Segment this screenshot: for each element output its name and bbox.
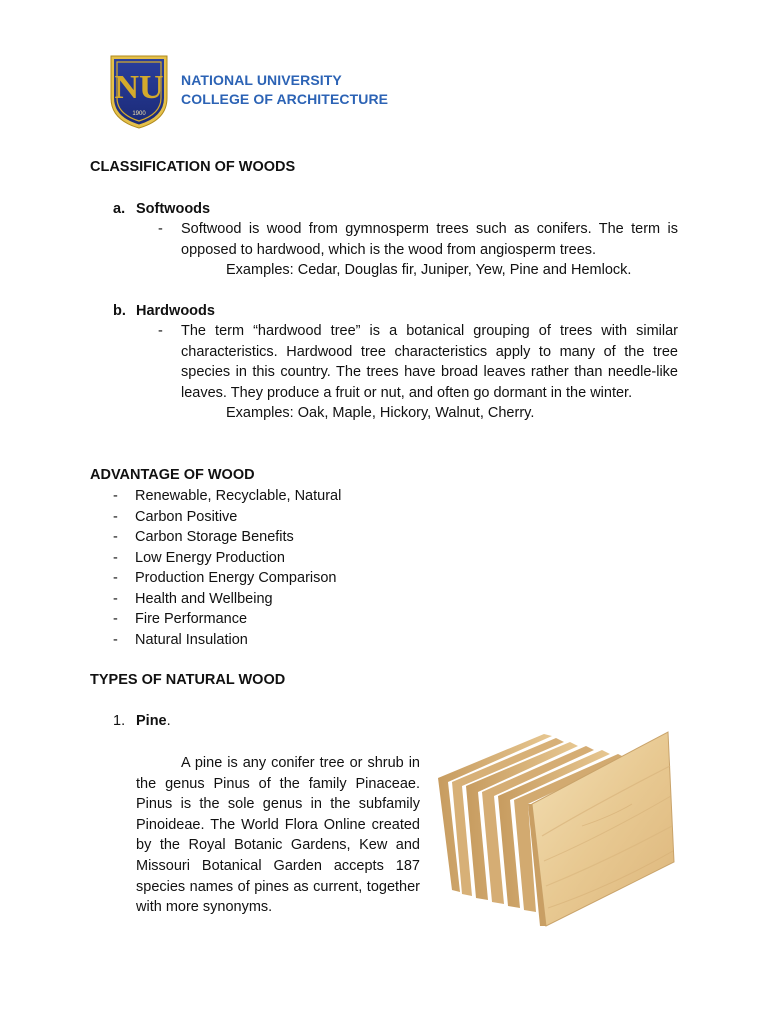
list-dash: - xyxy=(113,508,118,525)
list-dash: - xyxy=(113,631,118,648)
list-dash: - xyxy=(113,590,118,607)
hardwoods-description: The term “hardwood tree” is a botanical grouping of trees with similar characteristics. Hardwood tree characteristics apply to many of the tree species in this country. The trees have broad leaves rather than needle-like leaves. They produce a fruit or nut, and often go dormant in the winter. xyxy=(181,323,678,401)
list-dash: - xyxy=(113,529,118,545)
pine-number: 1. xyxy=(113,713,126,729)
board-stack xyxy=(438,732,674,926)
list-dash: - xyxy=(113,488,118,504)
hardwoods-marker: b. xyxy=(113,303,126,319)
university-name: NATIONAL UNIVERSITY xyxy=(181,72,342,88)
softwoods-heading: Softwoods xyxy=(136,201,211,217)
list-item-text: Production Energy Comparison xyxy=(135,570,337,586)
softwoods-description: Softwood is wood from gymnosperm trees such as conifers. The term is opposed to hardwood, which is the wood from angiosperm trees. xyxy=(181,221,678,258)
list-item-text: Low Energy Production xyxy=(135,549,285,566)
list-item-text: Renewable, Recyclable, Natural xyxy=(135,488,342,504)
university-seal-logo xyxy=(106,52,172,130)
list-item-text: Carbon Storage Benefits xyxy=(135,529,294,545)
classification-title: CLASSIFICATION OF WOODS xyxy=(90,159,296,175)
logo-year: 1900 xyxy=(132,111,146,117)
softwoods-examples: Examples: Cedar, Douglas fir, Juniper, Yew, Pine and Hemlock. xyxy=(226,262,632,278)
list-dash: - xyxy=(113,549,118,566)
college-name: COLLEGE OF ARCHITECTURE xyxy=(181,91,389,107)
hardwoods-examples: Examples: Oak, Maple, Hickory, Walnut, Cherry. xyxy=(226,405,535,421)
logo-letters: NU xyxy=(114,69,164,106)
pine-heading-line xyxy=(136,711,171,732)
institution-name xyxy=(181,71,388,109)
types-title: TYPES OF NATURAL WOOD xyxy=(90,672,286,688)
list-item-text: Health and Wellbeing xyxy=(135,590,273,607)
list-dash: - xyxy=(113,570,118,586)
list-item-text: Carbon Positive xyxy=(135,508,238,525)
pine-heading-period: . xyxy=(166,713,171,729)
pine-boards-image xyxy=(432,686,680,946)
advantages-title: ADVANTAGE OF WOOD xyxy=(90,467,255,483)
hardwoods-heading: Hardwoods xyxy=(136,303,215,319)
softwoods-dash: - xyxy=(158,221,163,237)
pine-description: A pine is any conifer tree or shrub in the genus Pinus of the family Pinaceae. Pinus is the sole genus in the subfamily Pinoideae. The World Flora Online created by the Royal Botanic Gardens, Kew and Missouri Botanical Garden accepts 187 species names of pines as current, together with more synonyms. xyxy=(136,755,420,916)
pine-heading: Pine xyxy=(136,713,167,729)
list-dash: - xyxy=(113,611,118,627)
list-item-text: Fire Performance xyxy=(135,611,248,627)
softwoods-marker: a. xyxy=(113,201,126,217)
hardwoods-dash: - xyxy=(158,323,163,339)
list-item-text: Natural Insulation xyxy=(135,631,248,648)
